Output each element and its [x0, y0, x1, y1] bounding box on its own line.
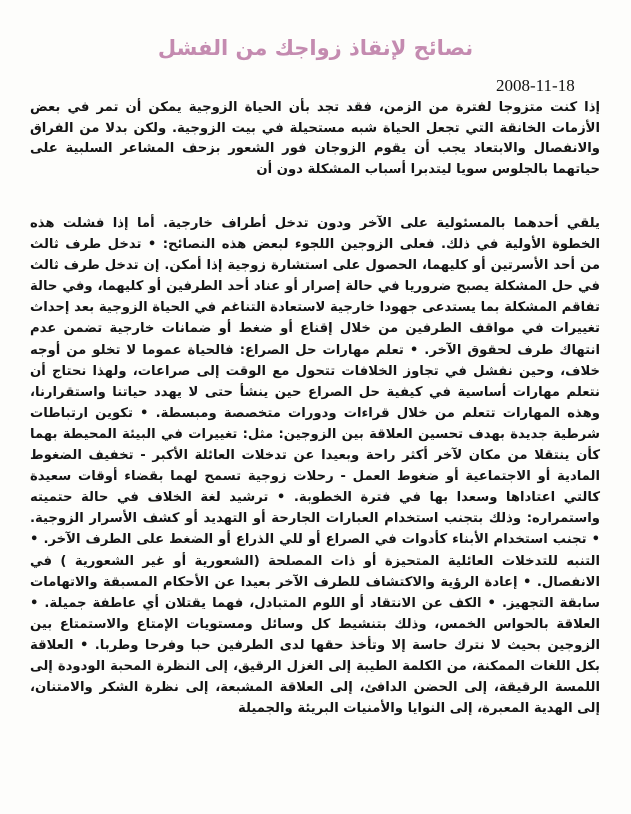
article-paragraph-intro: إذا كنت متزوجا لفترة من الزمن، فقد تجد بأن الحياة الزوجية يمكن أن تمر في بعض الأزمات الخانقة التي تجعل الحياة شبه مستحيلة في بيت الزوجية. ولكن بدلا من الفراق والانفصال والابتعاد يجب أن يقوم الزوجان فور الشعور بزحف المشاعر السلبية على حياتهما بالجلوس سويا ليتدبرا أسباب المشكلة دون أن [30, 100, 600, 177]
article-date: 2008-11-18 [496, 76, 575, 95]
article-paragraph-advice: يلقي أحدهما بالمسئولية على الآخر ودون تدخل أطراف خارجية. أما إذا فشلت هذه الخطوة الأولية في ذلك. فعلى الزوجين اللجوء لبعض هذه النصائح: • تدخل طرف ثالث من أحد الأسرتين أو كليهما، الحصول على استشارة زوجية إذا أمكن. إن تدخل طرف ثالث في حل المشكلة يصبح ضروريا في حالة إصرار أو عناد أحد الطرفين أو كليهما، وفي حالة تفاقم المشكلة بما يستدعى جهودا خارجية لاستعادة التناغم في الحياة الزوجية بعد إحداث تغييرات في مواقف الطرفين من خلال إقناع أو ضغط أو ضمانات خارجية تضمن عدم انتهاك طرف لحقوق الآخر. • تعلم مهارات حل الصراع: فالحياة عموما لا تخلو من أوجه خلاف، وحين نفشل في تجاوز الخلافات تتحول مع الوقت إلى صراعات، ولهذا نحتاج أن نتعلم مهارات أساسية في كيفية حل الصراع حين ينشأ حتى لا يهدد حياتنا واستقرارنا، وهذه المهارات تتعلم من خلال قراءات ودورات متخصصة ومبسطة. • تكوين ارتباطات شرطية جديدة بهدف تحسين العلاقة بين الزوجين: مثل: تغييرات في البيئة المحيطة بهما كأن ينتقلا من مكان لآخر أكثر راحة وبعيدا عن تدخلات العائلة الأكبر - تخفيف الضغوط المادية أو الاجتماعية أو ضغوط العمل - رحلات زوجية تسمح لهما بقضاء أوقات سعيدة كالتي اعتاداها وسعدا بها في فترة الخطوبة. • ترشيد لغة الخلاف في حالة حتميته واستمراره: وذلك بتجنب استخدام العبارات الجارحة أو التهديد أو كشف الأسرار الزوجية. • تجنب استخدام الأبناء كأدوات في الصراع أو للي الذراع أو الضغط على الطرف الآخر. • التنبه للتدخلات العائلية المتحيزة أو ذات المصلحة (الشعورية أو غير الشعورية ) في الانفصال. • إعادة الرؤية والاكتشاف للطرف الآخر بعيدا عن الأحكام المسبقة والاتهامات سابقة التجهيز. • الكف عن الانتقاد أو اللوم المتبادل، فهما يقتلان أي عاطفة جميلة. • العلاقة بالحواس الخمس، وذلك بتنشيط كل وسائل ومستويات الإمتاع والاستمتاع بين الزوجين بحيث لا نترك حاسة إلا وتأخذ حقها لدى الطرفين حبا وفرحا وطربا. • العلاقة بكل اللغات الممكنة، من الكلمة الطيبة إلى الغزل الرقيق، إلى النظرة المحبة الودودة إلى اللمسة الرقيقة، إلى الحضن الدافئ، إلى العلاقة المشبعة، إلى نظرة الشكر والامتنان، إلى الهدية المعبرة، إلى النوايا والأمنيات البريئة والجميلة [30, 216, 600, 717]
article-title: نصائح لإنقاذ زواجك من الفشل [157, 36, 474, 60]
